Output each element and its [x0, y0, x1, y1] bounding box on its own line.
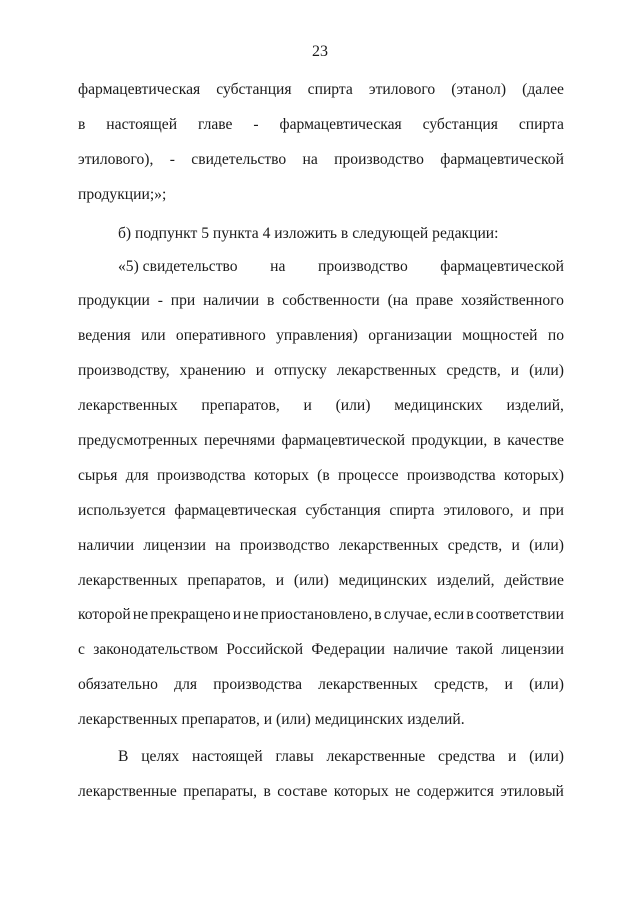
- text-word: изделий,: [437, 572, 495, 589]
- text-word: наличии: [78, 537, 135, 554]
- text-word: целях: [141, 748, 180, 765]
- text-word: наличие: [393, 641, 448, 658]
- text-word: не: [395, 783, 411, 800]
- text-word: в: [78, 116, 86, 133]
- text-word: б) подпункт 5 пункта 4 изложить в следующей редакции:: [118, 225, 499, 242]
- text-word: которой: [78, 606, 131, 623]
- text-word: спирта: [389, 502, 435, 519]
- text-line: [118, 748, 564, 766]
- text-word: фармацевтической: [440, 258, 564, 275]
- text-word: если: [433, 606, 465, 623]
- text-word: для: [174, 676, 198, 693]
- text-word: (или): [335, 397, 371, 414]
- text-word: спирта: [307, 81, 353, 98]
- text-word: лекарственных: [336, 362, 437, 379]
- text-word: при: [539, 502, 564, 519]
- text-word: лекарственных препаратов, и (или) медицинских изделий.: [78, 711, 465, 728]
- text-word: субстанция: [305, 502, 381, 519]
- text-word: производства: [156, 467, 246, 484]
- text-word: по: [547, 327, 564, 344]
- text-word: такой: [456, 641, 494, 658]
- text-line: [118, 258, 564, 276]
- text-word: перечнями: [203, 432, 276, 449]
- text-word: процессе: [338, 467, 399, 484]
- text-word: и: [511, 537, 520, 554]
- text-line: [78, 362, 564, 380]
- text-word: производству,: [78, 362, 170, 379]
- text-word: хозяйственного: [461, 292, 564, 309]
- text-word: Федерации: [311, 641, 386, 658]
- text-word: с: [78, 641, 85, 658]
- text-word: и: [255, 362, 265, 379]
- text-word: субстанция: [422, 116, 498, 133]
- text-word: медицинских: [394, 397, 483, 414]
- text-word: лекарственных: [78, 572, 178, 589]
- text-word: (в: [317, 467, 330, 484]
- text-word: свидетельство: [191, 151, 287, 168]
- text-line: [78, 467, 564, 485]
- text-word: -: [253, 116, 259, 133]
- text-word: или: [141, 327, 166, 344]
- text-word: соответствии: [475, 606, 564, 623]
- text-word: мощностей: [462, 327, 538, 344]
- text-word: на: [215, 537, 231, 554]
- text-line: [118, 225, 564, 243]
- text-word: качестве: [507, 432, 564, 449]
- text-word: лекарственные: [78, 783, 177, 800]
- text-word: обязательно: [78, 676, 158, 693]
- text-line: [78, 397, 564, 415]
- text-word: главе: [197, 116, 233, 133]
- text-word: хранению: [179, 362, 246, 379]
- text-word: (или): [529, 676, 564, 693]
- text-word: используется: [78, 502, 166, 519]
- text-word: и: [275, 572, 285, 589]
- text-word: (этанол): [451, 81, 507, 98]
- text-word: отпуску: [274, 362, 327, 379]
- text-word: в: [267, 292, 275, 309]
- text-word: настоящей: [106, 116, 178, 133]
- text-line: [78, 292, 564, 310]
- text-word: лекарственных: [338, 537, 439, 554]
- text-word: В: [118, 748, 129, 765]
- text-word: предусмотренных: [78, 432, 198, 449]
- text-line: [78, 783, 564, 801]
- text-word: (или): [529, 748, 564, 765]
- text-word: для: [125, 467, 149, 484]
- text-word: производства: [213, 676, 302, 693]
- text-word: -: [157, 292, 163, 309]
- text-word: этилового: [368, 81, 436, 98]
- text-word: и: [522, 502, 531, 519]
- text-word: лекарственные: [326, 748, 426, 765]
- text-word: производство: [317, 258, 408, 275]
- text-word: -: [169, 151, 175, 168]
- text-word: которых: [254, 467, 309, 484]
- text-word: этилового),: [78, 151, 154, 168]
- text-word: средств,: [434, 676, 489, 693]
- text-word: на: [302, 151, 318, 168]
- text-word: при: [170, 292, 196, 309]
- text-word: субстанция: [216, 81, 292, 98]
- text-word: которых): [503, 467, 564, 484]
- text-word: наличии: [203, 292, 260, 309]
- text-word: сырья: [78, 467, 118, 484]
- text-word: в: [466, 606, 474, 623]
- text-word: этиловый: [500, 783, 564, 800]
- text-word: средств,: [447, 537, 503, 554]
- text-word: лицензии: [501, 641, 564, 658]
- text-word: праве: [415, 292, 454, 309]
- text-word: фармацевтическая: [78, 81, 201, 98]
- text-word: настоящей: [192, 748, 263, 765]
- text-word: средства: [438, 748, 496, 765]
- text-word: в: [374, 606, 382, 623]
- text-word: и: [303, 397, 312, 414]
- text-word: не: [132, 606, 149, 623]
- text-word: производства: [406, 467, 496, 484]
- text-word: организации: [368, 327, 452, 344]
- text-word: (на: [387, 292, 409, 309]
- text-word: законодательством: [93, 641, 218, 658]
- text-word: (далее: [522, 81, 564, 98]
- text-line: [78, 641, 564, 659]
- text-word: спирта: [518, 116, 564, 133]
- text-line: [78, 711, 564, 729]
- text-word: препаратов,: [201, 397, 280, 414]
- text-word: на: [270, 258, 286, 275]
- text-word: в: [263, 783, 271, 800]
- text-word: лекарственных: [78, 397, 178, 414]
- text-word: и: [232, 606, 242, 623]
- text-word: производство: [334, 151, 424, 168]
- text-word: этилового,: [443, 502, 514, 519]
- page-number: 23: [312, 43, 328, 60]
- text-word: продукции,: [411, 432, 488, 449]
- text-word: изделий,: [506, 397, 564, 414]
- text-word: фармацевтическая: [174, 502, 297, 519]
- text-word: содержится: [416, 783, 494, 800]
- text-line: [78, 572, 564, 590]
- text-word: «5) свидетельство: [118, 258, 238, 275]
- text-word: в: [493, 432, 501, 449]
- text-word: и: [508, 748, 517, 765]
- text-word: и: [504, 676, 513, 693]
- text-line: [78, 327, 564, 345]
- text-line: [78, 81, 564, 99]
- text-word: лицензии: [143, 537, 206, 554]
- text-line: [78, 151, 564, 169]
- text-word: производство: [239, 537, 330, 554]
- text-line: [78, 606, 564, 624]
- text-line: [78, 502, 564, 520]
- text-word: ведения: [78, 327, 131, 344]
- text-word: приостановлено,: [260, 606, 373, 623]
- text-word: фармацевтической: [440, 151, 564, 168]
- text-word: которых: [333, 783, 389, 800]
- text-word: фармацевтической: [281, 432, 406, 449]
- text-word: случае,: [383, 606, 432, 623]
- text-line: [78, 116, 564, 134]
- text-word: управления): [276, 327, 358, 344]
- text-word: (или): [529, 362, 564, 379]
- text-word: не: [243, 606, 259, 623]
- text-word: (или): [529, 537, 564, 554]
- text-word: препараты,: [183, 783, 258, 800]
- text-word: лекарственных: [318, 676, 418, 693]
- text-word: (или): [293, 572, 329, 589]
- text-line: [78, 676, 564, 694]
- text-word: продукции: [78, 292, 150, 309]
- text-word: оперативного: [175, 327, 266, 344]
- text-word: главы: [275, 748, 314, 765]
- text-word: препаратов,: [187, 572, 266, 589]
- text-word: составе: [277, 783, 328, 800]
- text-word: продукции;»;: [78, 186, 167, 203]
- text-line: [78, 186, 564, 204]
- text-line: [78, 537, 564, 555]
- text-word: собственности: [282, 292, 380, 309]
- text-word: действие: [504, 572, 564, 589]
- text-word: Российской: [226, 641, 304, 658]
- text-word: и: [510, 362, 520, 379]
- text-word: фармацевтическая: [279, 116, 402, 133]
- text-line: [78, 432, 564, 450]
- text-word: медицинских: [338, 572, 428, 589]
- text-word: средств,: [446, 362, 501, 379]
- text-word: прекращено: [150, 606, 231, 623]
